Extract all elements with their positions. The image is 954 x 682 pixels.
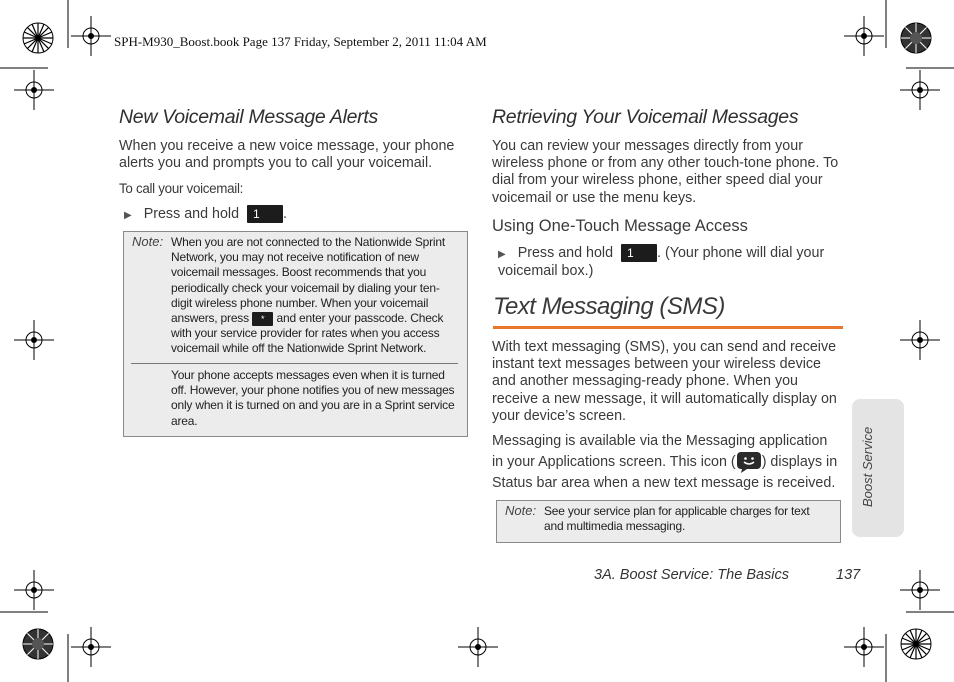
- registration-mark-icon: [14, 70, 54, 110]
- starburst-mark-icon: [900, 22, 932, 54]
- registration-mark-icon: [14, 570, 54, 610]
- registration-mark-icon: [900, 570, 940, 610]
- right-note-label: Note:: [505, 503, 537, 518]
- registration-mark-icon: [71, 627, 111, 667]
- registration-mark-icon: [458, 627, 498, 667]
- left-note-p2: Your phone accepts messages even when it is turned off. However, your phone notifies you of new messages only when it is turned on and you are in a Sprint service area.: [171, 368, 455, 428]
- right-intro: You can review your messages directly from your wireless phone or from any other touch-tone phone. To dial from your wireless phone, either speed dial your voicemail or use the menu keys.: [492, 138, 839, 206]
- to-call-label: To call your voicemail:: [119, 181, 244, 196]
- left-title: New Voicemail Message Alerts: [119, 106, 378, 128]
- starburst-mark-icon: [22, 628, 54, 660]
- left-note-box: [123, 231, 468, 437]
- left-note-p1-a: When you are not connected to the Nationwide Sprint Network, you may not receive notification of new voicemail messages. Boost recommends that you periodically check your voicemail by dialing your ten-digit wireless phone number. When your voicemail answers, press: [171, 235, 445, 326]
- side-tab: [852, 399, 904, 537]
- right-subhead: Using One-Touch Message Access: [492, 217, 748, 235]
- right-note-box: [496, 500, 841, 543]
- registration-mark-icon: [844, 16, 884, 56]
- starburst-mark-icon: [22, 22, 54, 54]
- page-number: 137: [836, 567, 861, 583]
- print-header: SPH-M930_Boost.book Page 137 Friday, September 2, 2011 11:04 AM: [114, 34, 487, 49]
- left-note-label: Note:: [132, 234, 164, 249]
- note-divider: [131, 363, 458, 364]
- right-note-text: See your service plan for applicable charges for text and multimedia messaging.: [544, 504, 810, 534]
- footer-section: 3A. Boost Service: The Basics: [594, 567, 790, 583]
- registration-mark-icon: [14, 320, 54, 360]
- key-1: 1: [247, 205, 283, 223]
- registration-mark-icon: [71, 16, 111, 56]
- key-star: *: [252, 312, 273, 326]
- bullet-arrow-icon: ▶: [498, 249, 506, 260]
- registration-mark-icon: [900, 320, 940, 360]
- bullet-arrow-icon: ▶: [124, 210, 132, 221]
- sms-para-2: [492, 431, 842, 493]
- registration-mark-icon: [844, 627, 884, 667]
- side-tab-label: Boost Service: [860, 426, 875, 507]
- right-title: Retrieving Your Voicemail Messages: [492, 106, 799, 128]
- messaging-icon: [736, 451, 762, 473]
- left-step-text: Press and hold: [143, 206, 240, 222]
- right-step-end: . (Your phone will dial your voicemail box.): [498, 245, 825, 280]
- sms-para-2-b: ) displays in Status bar area when a new text message is received.: [492, 453, 838, 491]
- section-title: Text Messaging (SMS): [493, 293, 725, 320]
- left-step: [124, 205, 287, 224]
- starburst-mark-icon: [900, 628, 932, 660]
- left-step-end: .: [283, 206, 288, 222]
- right-step-text: Press and hold: [517, 245, 614, 261]
- sms-para-2-a: Messaging is available via the Messaging application in your Applications screen. This icon (: [492, 433, 828, 470]
- registration-mark-icon: [900, 70, 940, 110]
- right-step: [498, 244, 843, 280]
- left-note-p1-b: and enter your passcode. Check with your service provider for rates when you access voicemail while off the Nationwide Sprint Network.: [171, 311, 444, 356]
- section-rule: [493, 326, 843, 329]
- key-1: 1: [621, 244, 657, 262]
- left-note-p1: [171, 235, 459, 357]
- left-intro: When you receive a new voice message, your phone alerts you and prompts you to call your voicemail.: [119, 138, 455, 172]
- sms-para-1: With text messaging (SMS), you can send and receive instant text messages between your wireless device and another messaging-ready phone. When you receive a new message, it will automatically display on your device’s screen.: [492, 339, 837, 424]
